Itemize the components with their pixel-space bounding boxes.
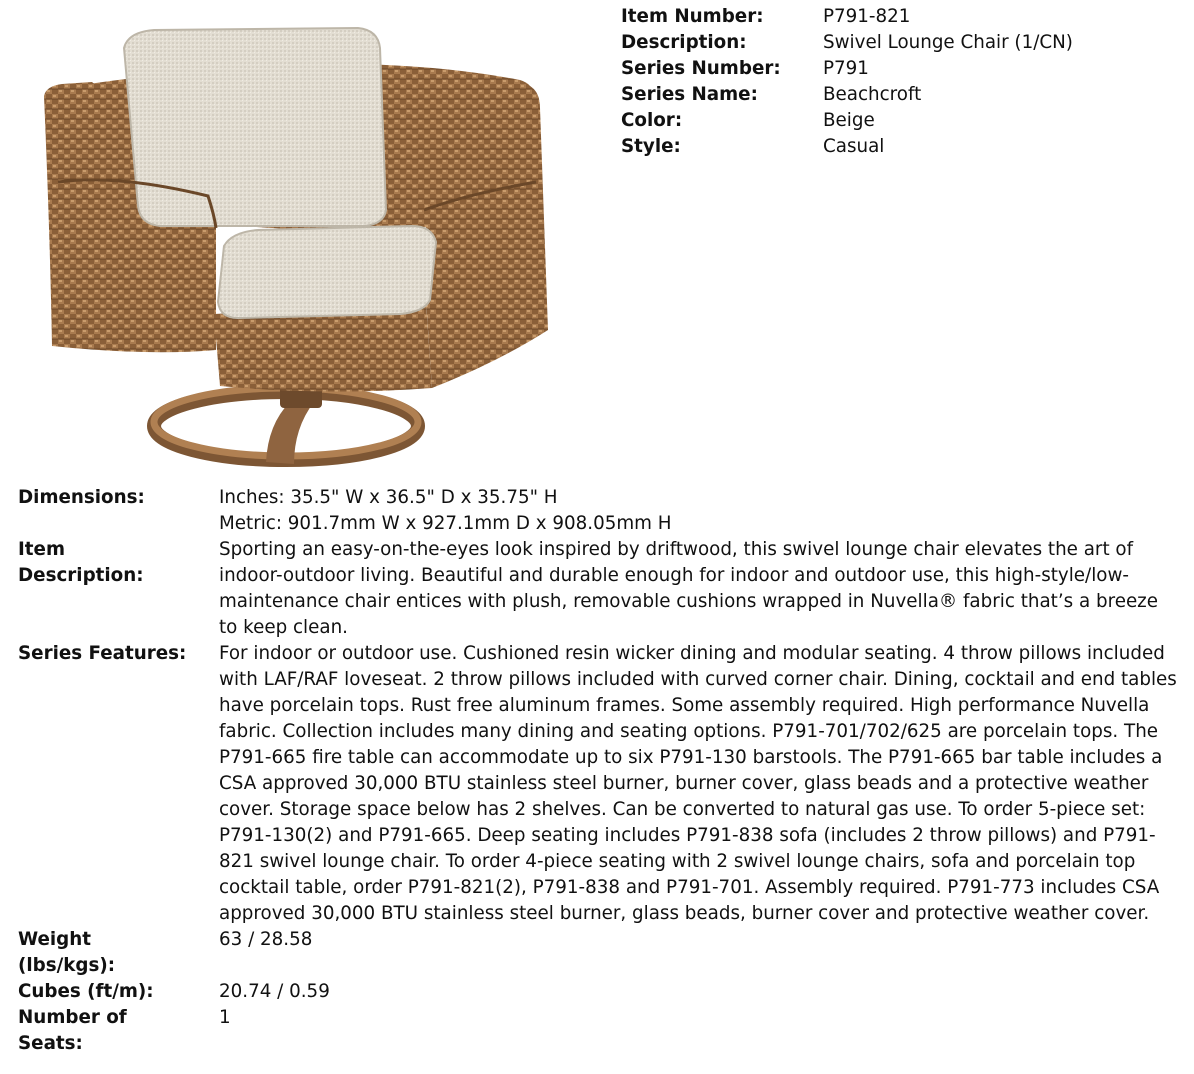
- detail-row-item-description: [18, 537, 1178, 641]
- item-description-label-line2: Description:: [18, 565, 144, 586]
- spec-row-color: [621, 108, 1073, 134]
- spec-value: P791-821: [823, 6, 911, 27]
- spec-label: Color:: [621, 110, 683, 131]
- weight-label-line2: (lbs/kgs):: [18, 955, 116, 976]
- detail-table: [18, 485, 1178, 1057]
- weight-label-line1: Weight: [18, 929, 92, 950]
- cubes-label: Cubes (ft/m):: [18, 981, 154, 1002]
- series-features-label: Series Features:: [18, 643, 187, 664]
- spec-row-style: [621, 134, 1073, 160]
- spec-row-series-number: [621, 56, 1073, 82]
- spec-label: Item Number:: [621, 6, 764, 27]
- spec-value: Swivel Lounge Chair (1/CN): [823, 32, 1073, 53]
- spec-row-item-number: [621, 4, 1073, 30]
- spec-value: Beige: [823, 110, 875, 131]
- detail-row-dimensions: [18, 485, 1178, 537]
- detail-row-cubes: [18, 979, 1178, 1005]
- dimensions-inches: Inches: 35.5" W x 36.5" D x 35.75" H: [219, 487, 558, 508]
- detail-row-seats: [18, 1005, 1178, 1057]
- spec-label: Description:: [621, 32, 747, 53]
- dimensions-metric: Metric: 901.7mm W x 927.1mm D x 908.05mm H: [219, 513, 672, 534]
- spec-label: Style:: [621, 136, 681, 157]
- seats-label: [18, 1005, 219, 1057]
- spec-label: Series Name:: [621, 84, 758, 105]
- detail-row-weight: [18, 927, 1178, 979]
- item-description-label-line1: Item: [18, 539, 65, 560]
- dimensions-value: [219, 485, 1178, 537]
- seats-label-line1: Number of: [18, 1007, 127, 1028]
- spec-value: P791: [823, 58, 869, 79]
- weight-value: 63 / 28.58: [219, 929, 313, 950]
- spec-row-description: [621, 30, 1073, 56]
- spec-label: Series Number:: [621, 58, 781, 79]
- cubes-value: 20.74 / 0.59: [219, 981, 330, 1002]
- weight-label: [18, 927, 219, 979]
- item-description-label: [18, 537, 219, 641]
- detail-row-series-features: [18, 641, 1178, 927]
- spec-value: Casual: [823, 136, 885, 157]
- seats-label-line2: Seats:: [18, 1033, 83, 1054]
- spec-table: [621, 4, 1073, 160]
- swivel-lounge-chair-image: [28, 14, 568, 474]
- spec-row-series-name: [621, 82, 1073, 108]
- series-features-text: For indoor or outdoor use. Cushioned resin wicker dining and modular seating. 4 throw pillows included with LAF/RAF loveseat. 2 throw pillows included with curved corner chair. Dining, cocktail and end tables have porcelain tops. Rust free aluminum frames. Some assembly required. High performance Nuvella fabric. Collection includes many dining and seating options. P791-701/702/625 are porcelain tops. The P791-665 fire table can accommodate up to six P791-130 barstools. The P791-665 bar table includes a CSA approved 30,000 BTU stainless steel burner, burner cover, glass beads and a protective weather cover. Storage space below has 2 shelves. Can be converted to natural gas use. To order 5-piece set: P791-130(2) and P791-665. Deep seating includes P791-838 sofa (includes 2 throw pillows) and P791-821 swivel lounge chair. To order 4-piece seating with 2 swivel lounge chairs, sofa and porcelain top cocktail table, order P791-821(2), P791-838 and P791-701. Assembly required. P791-773 includes CSA approved 30,000 BTU stainless steel burner, glass beads, burner cover and protective weather cover.: [219, 643, 1177, 924]
- dimensions-label: Dimensions:: [18, 487, 145, 508]
- item-description-text: Sporting an easy-on-the-eyes look inspired by driftwood, this swivel lounge chair elevates the art of indoor-outdoor living. Beautiful and durable enough for indoor and outdoor use, this high-style/low-maintenance chair entices with plush, removable cushions wrapped in Nuvella® fabric that’s a breeze to keep clean.: [219, 539, 1159, 638]
- seats-value: 1: [219, 1007, 231, 1028]
- spec-value: Beachcroft: [823, 84, 922, 105]
